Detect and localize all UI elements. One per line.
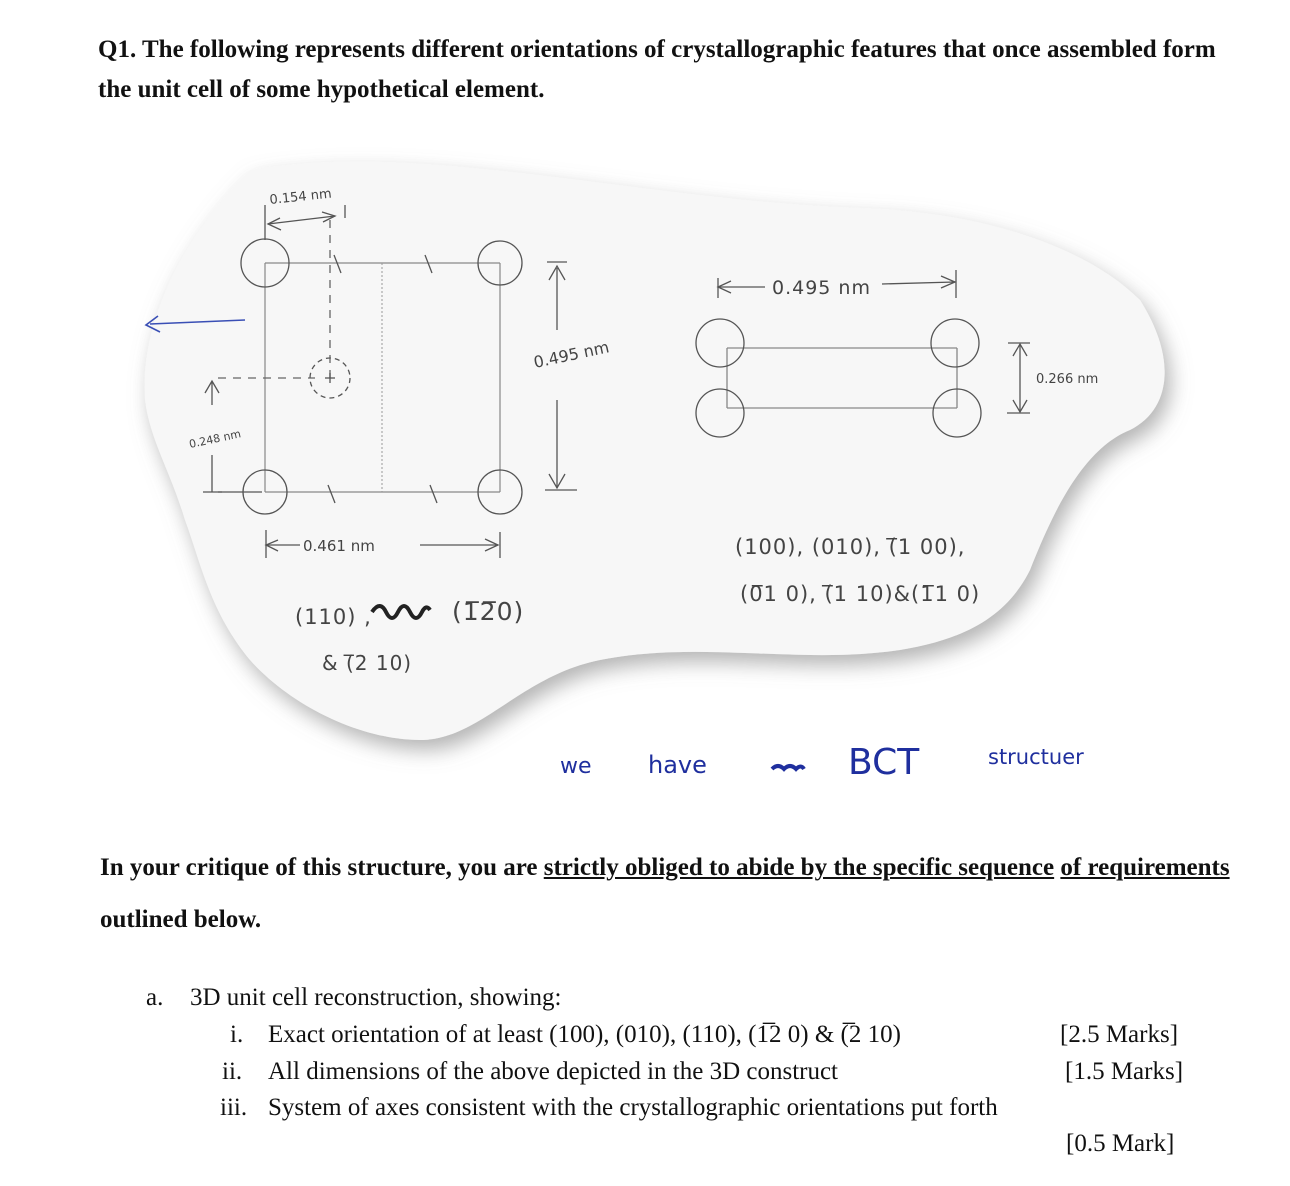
note-word-bct: BCT <box>848 742 920 783</box>
note-word-structuer: structuer <box>988 745 1084 769</box>
critique-instruction: In your critique of this structure, you are strictly obliged to abide by the specific sequence of requirements outlined below. <box>100 854 1230 933</box>
left-dim-top-label: 0.154 nm <box>268 186 333 208</box>
requirement-ii-text: All dimensions of the above depicted in the 3D construct <box>268 1058 839 1085</box>
requirement-a-text: 3D unit cell reconstruction, showing: <box>190 984 562 1011</box>
note-scribble <box>772 766 804 769</box>
requirement-i-text: Exact orientation of at least (100), (010), (110), (1̅2 0) & (̅2 10) <box>268 1021 901 1048</box>
left-dim-left-label: 0.248 nm <box>187 427 243 451</box>
right-planes-line2: (0̅1 0), (̅1 10)&(1̅1 0) <box>740 582 981 606</box>
left-planes-line1-b: (1̅2̅0) <box>452 597 525 626</box>
left-planes-line2: & (̅2 10) <box>322 651 413 675</box>
left-dim-bottom-label: 0.461 nm <box>303 537 375 555</box>
requirement-a-label: a. <box>146 984 164 1011</box>
left-dim-right-label: 0.495 nm <box>531 337 611 372</box>
requirement-i-marks: [2.5 Marks] <box>1060 1021 1179 1048</box>
requirement-iii-num: iii. <box>220 1094 248 1121</box>
paper-cutout <box>145 162 1165 740</box>
right-dim-right-label: 0.266 nm <box>1036 372 1099 387</box>
left-planes-line1-a: (110) , <box>295 605 372 629</box>
requirement-ii-marks: [1.5 Marks] <box>1065 1058 1184 1085</box>
requirement-i-num: i. <box>230 1021 244 1048</box>
right-dim-top-label: 0.495 nm <box>772 277 871 299</box>
note-word-have: have <box>648 751 707 779</box>
requirement-iii-text: System of axes consistent with the crystallographic orientations put forth <box>268 1094 998 1121</box>
requirement-ii-num: ii. <box>222 1058 243 1085</box>
note-word-we: we <box>560 754 592 779</box>
question-title: Q1. The following represents different orientations of crystallographic features that once assembled form the unit cell of some hypothetical element. <box>98 36 1216 103</box>
requirement-iii-marks: [0.5 Mark] <box>1066 1130 1175 1157</box>
right-planes-line1: (100), (010), (̅1 00), <box>735 535 966 559</box>
